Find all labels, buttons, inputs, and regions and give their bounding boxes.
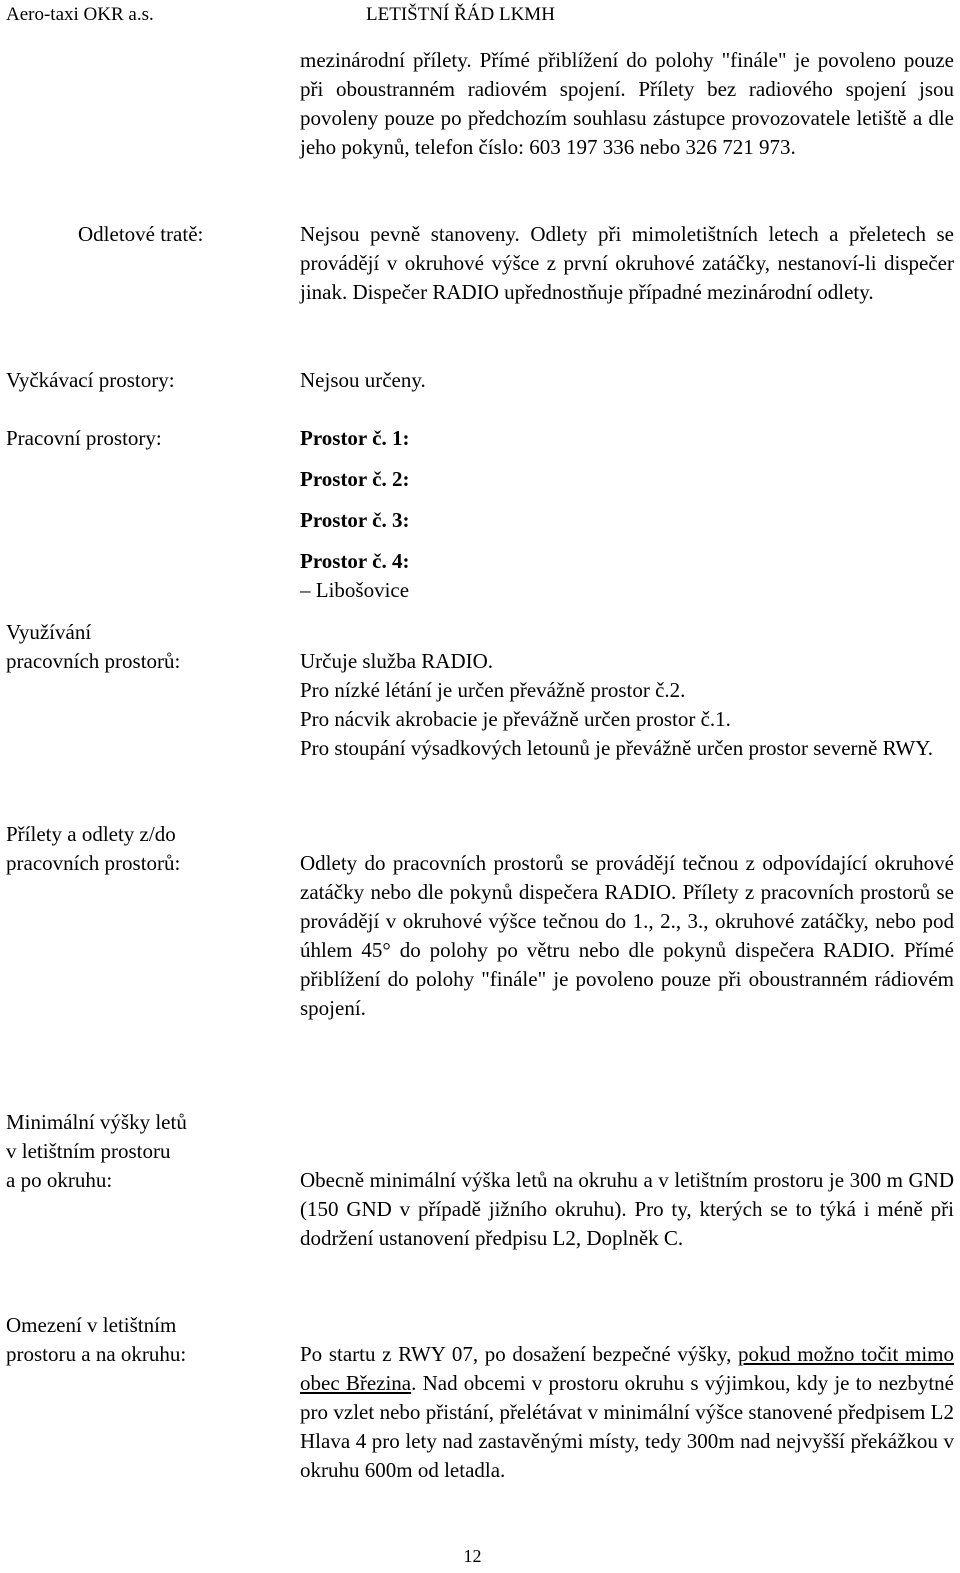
omezeni-label-line2: prostoru a na okruhu: xyxy=(6,1342,187,1366)
vyuzivani-label xyxy=(6,618,180,676)
prostor-4-location: – Libošovice xyxy=(300,578,410,602)
vyuzivani-line3: Pro nácvik akrobacie je převážně určen prostor č.1. xyxy=(300,707,731,731)
page-number: 12 xyxy=(463,1546,482,1566)
header-document-title: LETIŠTNÍ ŘÁD LKMH xyxy=(366,4,555,25)
vyckavaci-prostory-label: Vyčkávací prostory: xyxy=(6,368,175,392)
minimalni-vysky-label-line3: a po okruhu: xyxy=(6,1168,113,1192)
vyuzivani-text xyxy=(300,647,954,763)
pracovni-prostory-label: Pracovní prostory: xyxy=(6,426,162,450)
omezeni-label xyxy=(6,1311,186,1369)
prilety-odlety-label-line2: pracovních prostorů: xyxy=(6,851,181,875)
omezeni-text-b: . Nad obcemi v prostoru okruhu s výjimkou, kdy je to nezbytné pro vzlet nebo přistání, přelétávat v minimální výšce stanovené předpisem L2 Hlava 4 pro lety nad zastavěnými místy, tedy 300m nad nejvyšší překážkou v okruhu 600m od letadla. xyxy=(300,1371,954,1482)
prostor-1: Prostor č. 1: xyxy=(300,426,410,450)
omezeni-underlined: pokud možno točit mimo obec Březina xyxy=(300,1342,955,1395)
minimalni-vysky-label-line1: Minimální výšky letů xyxy=(6,1110,187,1134)
odletove-trate-text: Nejsou pevně stanoveny. Odlety při mimoletištních letech a přeletech se provádějí v okruhové výšce z první okruhové zatáčky, nestanoví-li dispečer jinak. Dispečer RADIO upřednostňuje případné mezinárodní odlety. xyxy=(300,222,954,304)
header-company: Aero-taxi OKR a.s. xyxy=(6,4,154,25)
prilety-odlety-label-line1: Přílety a odlety z/do xyxy=(6,822,176,846)
omezeni-text xyxy=(300,1340,954,1485)
prilety-odlety-text: Odlety do pracovních prostorů se provádějí tečnou z odpovídající okruhové zatáčky nebo dle pokynů dispečera RADIO. Přílety z pracovních prostorů se provádějí v okruhové výšce tečnou do 1., 2., 3., okruhové zatáčky, nebo pod úhlem 45° do polohy po větru nebo dle pokynů dispečera RADIO. Přímé přiblížení do polohy "finále" je povoleno pouze při oboustranném rádiovém spojení. xyxy=(300,851,954,1020)
vyckavaci-prostory-text: Nejsou určeny. xyxy=(300,368,426,392)
odletove-trate-label: Odletové tratě: xyxy=(78,222,204,246)
vyuzivani-line1: Určuje služba RADIO. xyxy=(300,649,494,673)
minimalni-vysky-label-line2: v letištním prostoru xyxy=(6,1139,171,1163)
pracovni-prostory-list xyxy=(300,424,954,605)
intro-paragraph: mezinárodní přílety. Přímé přiblížení do polohy "finále" je povoleno pouze při oboustranném radiovém spojení. Přílety bez radiového spojení jsou povoleny pouze po předchozím souhlasu zástupce provozovatele letiště a dle jeho pokynů, telefon číslo: 603 197 336 nebo 326 721 973. xyxy=(300,48,954,159)
vyuzivani-label-line2: pracovních prostorů: xyxy=(6,649,181,673)
vyuzivani-line4: Pro stoupání výsadkových letounů je převážně určen prostor severně RWY. xyxy=(300,736,933,760)
omezeni-label-line1: Omezení v letištním xyxy=(6,1313,177,1337)
prilety-odlety-label xyxy=(6,820,180,878)
vyuzivani-line2: Pro nízké létání je určen převážně prostor č.2. xyxy=(300,678,686,702)
minimalni-vysky-text: Obecně minimální výška letů na okruhu a v letištním prostoru je 300 m GND (150 GND v případě jižního okruhu). Pro ty, kterých se to týká i méně při dodržení ustanovení předpisu L2, Doplněk C. xyxy=(300,1168,954,1250)
minimalni-vysky-label xyxy=(6,1108,187,1195)
prostor-2: Prostor č. 2: xyxy=(300,467,410,491)
omezeni-text-a: Po startu z RWY 07, po dosažení bezpečné výšky, xyxy=(300,1342,739,1366)
vyuzivani-label-line1: Využívání xyxy=(6,620,92,644)
page-header xyxy=(0,4,960,30)
prostor-4: Prostor č. 4: xyxy=(300,549,410,573)
prostor-3: Prostor č. 3: xyxy=(300,508,410,532)
